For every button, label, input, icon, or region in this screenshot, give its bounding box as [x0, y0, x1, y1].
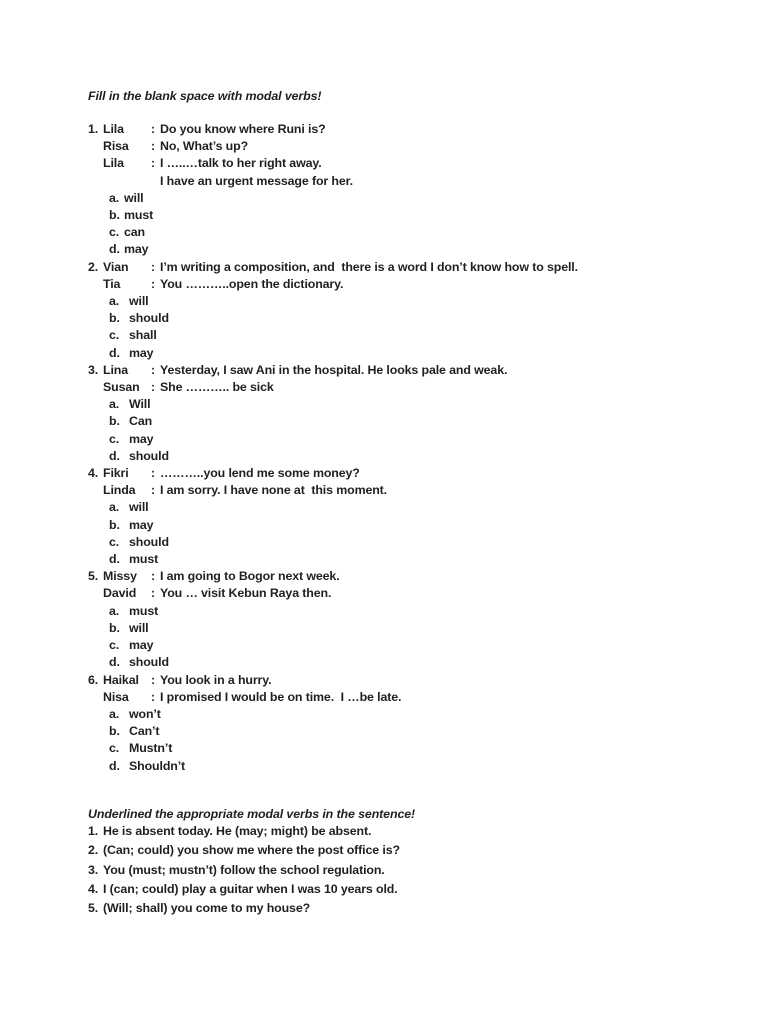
option-text: Mustn’t: [129, 741, 173, 756]
sentence-text: (Can; could) you show me where the post office is?: [103, 843, 400, 858]
option-item[interactable]: [88, 396, 688, 413]
option-letter: a.: [109, 706, 120, 721]
option-item[interactable]: [88, 534, 688, 551]
utterance-text: I’m writing a composition, and there is a word I don’t know how to spell.: [160, 259, 578, 274]
option-letter: b.: [109, 208, 120, 223]
colon-separator: :: [151, 689, 156, 704]
option-item[interactable]: [88, 190, 688, 207]
question-3: [88, 362, 688, 465]
option-text: can: [124, 225, 145, 240]
speaker-name: Missy: [103, 569, 137, 584]
utterance-text: I …..…talk to her right away.: [160, 156, 322, 171]
question-4: [88, 465, 688, 568]
speaker-name: Lina: [103, 362, 128, 377]
option-item[interactable]: [88, 723, 688, 740]
option-item[interactable]: [88, 310, 688, 327]
option-list: [88, 706, 688, 775]
option-text: may: [124, 242, 149, 257]
dialogue-line: [88, 672, 688, 689]
speaker-name: Linda: [103, 483, 136, 498]
option-text: Can: [129, 414, 153, 429]
dialogue-line: [88, 121, 688, 138]
colon-separator: :: [151, 362, 156, 377]
option-letter: a.: [109, 500, 120, 515]
option-text: may: [129, 431, 154, 446]
speaker-name: Lila: [103, 122, 124, 136]
option-letter: d.: [109, 448, 120, 463]
sentence-number: 1.: [88, 823, 99, 838]
option-item[interactable]: [88, 740, 688, 757]
option-item[interactable]: [88, 207, 688, 224]
utterance-text: She ……….. be sick: [160, 380, 274, 395]
option-letter: b.: [109, 620, 120, 635]
option-letter: d.: [109, 552, 120, 567]
question-2: [88, 259, 688, 362]
sentence-text: He is absent today. He (may; might) be absent.: [103, 823, 372, 838]
section-1-heading: Fill in the blank space with modal verbs!: [88, 89, 322, 103]
utterance-continuation: I have an urgent message for her.: [160, 173, 353, 188]
dialogue-line: [88, 585, 688, 602]
option-item[interactable]: [88, 241, 688, 258]
option-list: [88, 499, 688, 568]
option-item[interactable]: [88, 224, 688, 241]
option-item[interactable]: [88, 413, 688, 430]
option-item[interactable]: [88, 293, 688, 310]
option-item[interactable]: [88, 431, 688, 448]
option-text: Can’t: [129, 724, 160, 739]
utterance-text: I am sorry. I have none at this moment.: [160, 483, 388, 498]
option-text: must: [129, 552, 159, 567]
sentence-text: You (must; mustn’t) follow the school regulation.: [103, 862, 385, 877]
question-1: [88, 121, 688, 259]
colon-separator: :: [151, 122, 156, 136]
utterance-text: You look in a hurry.: [160, 672, 272, 687]
colon-separator: :: [151, 139, 156, 154]
utterance-text: Yesterday, I saw Ani in the hospital. He looks pale and weak.: [160, 362, 508, 377]
option-text: will: [129, 620, 149, 635]
option-letter: c.: [109, 225, 120, 240]
colon-separator: :: [151, 672, 156, 687]
option-letter: c.: [109, 741, 120, 756]
colon-separator: :: [151, 466, 156, 481]
option-letter: d.: [109, 655, 120, 670]
speaker-name: Vian: [103, 259, 129, 274]
colon-separator: :: [151, 259, 156, 274]
utterance-text: Do you know where Runi is?: [160, 122, 326, 136]
sentence-item[interactable]: [88, 822, 688, 841]
colon-separator: :: [151, 276, 156, 291]
dialogue-line: [88, 465, 688, 482]
speaker-name: Nisa: [103, 689, 129, 704]
colon-separator: :: [151, 586, 156, 601]
option-letter: c.: [109, 534, 120, 549]
option-item[interactable]: [88, 499, 688, 516]
worksheet-content: [88, 88, 688, 919]
dialogue-line: [88, 689, 688, 706]
option-text: must: [124, 208, 154, 223]
dialogue-line: [88, 259, 688, 276]
question-number: 4.: [88, 466, 99, 481]
option-letter: c.: [109, 431, 120, 446]
colon-separator: :: [151, 156, 156, 171]
option-text: will: [129, 500, 149, 515]
option-text: will: [124, 190, 144, 205]
sentence-list: [88, 822, 688, 919]
utterance-text: You ………..open the dictionary.: [160, 276, 344, 291]
option-item[interactable]: [88, 654, 688, 671]
sentence-item[interactable]: [88, 861, 688, 880]
sentence-number: 4.: [88, 881, 99, 896]
utterance-text: I am going to Bogor next week.: [160, 569, 340, 584]
dialogue-line: [88, 155, 688, 172]
option-letter: c.: [109, 328, 120, 343]
question-6: [88, 672, 688, 775]
option-item[interactable]: [88, 551, 688, 568]
section-divider-space: [88, 775, 688, 806]
dialogue-line: [88, 568, 688, 585]
sentence-item[interactable]: [88, 841, 688, 860]
option-letter: d.: [109, 242, 120, 257]
option-text: may: [129, 638, 154, 653]
option-text: should: [129, 448, 169, 463]
utterance-text: No, What’s up?: [160, 139, 249, 154]
option-letter: c.: [109, 638, 120, 653]
option-letter: b.: [109, 517, 120, 532]
question-5: [88, 568, 688, 671]
option-letter: a.: [109, 397, 120, 412]
utterance-text: I promised I would be on time. I …be late.: [160, 689, 402, 704]
option-text: should: [129, 655, 169, 670]
option-letter: d.: [109, 345, 120, 360]
speaker-name: Tia: [103, 276, 121, 291]
speaker-name: Lila: [103, 156, 124, 171]
sentence-item[interactable]: [88, 899, 688, 918]
sentence-number: 5.: [88, 901, 99, 916]
option-text: shall: [129, 328, 157, 343]
dialogue-line: [88, 379, 688, 396]
speaker-name: Haikal: [103, 672, 139, 687]
option-item[interactable]: [88, 345, 688, 362]
colon-separator: :: [151, 569, 156, 584]
option-text: will: [129, 294, 149, 309]
question-number: 6.: [88, 672, 99, 687]
utterance-text: ………..you lend me some money?: [160, 466, 360, 481]
option-item[interactable]: [88, 448, 688, 465]
colon-separator: :: [151, 483, 156, 498]
option-item[interactable]: [88, 603, 688, 620]
speaker-name: Fikri: [103, 466, 129, 481]
option-text: may: [129, 517, 154, 532]
option-letter: a.: [109, 603, 120, 618]
option-letter: a.: [109, 294, 120, 309]
option-text: won’t: [129, 706, 161, 721]
option-list: [88, 603, 688, 672]
option-letter: d.: [109, 758, 120, 773]
option-text: should: [129, 311, 169, 326]
sentence-number: 2.: [88, 843, 99, 858]
option-list: [88, 396, 688, 465]
option-text: Shouldn’t: [129, 758, 186, 773]
sentence-item[interactable]: [88, 880, 688, 899]
dialogue-line: [88, 482, 688, 499]
speaker-name: Risa: [103, 139, 129, 154]
option-item[interactable]: [88, 517, 688, 534]
question-number: 2.: [88, 259, 99, 274]
dialogue-line: [88, 362, 688, 379]
sentence-text: I (can; could) play a guitar when I was 10 years old.: [103, 881, 398, 896]
option-letter: b.: [109, 724, 120, 739]
question-number: 3.: [88, 362, 99, 377]
option-letter: b.: [109, 311, 120, 326]
section-2-heading: Underlined the appropriate modal verbs in the sentence!: [88, 806, 416, 821]
speaker-name: Susan: [103, 380, 140, 395]
option-item[interactable]: [88, 758, 688, 775]
utterance-text: You … visit Kebun Raya then.: [160, 586, 332, 601]
sentence-number: 3.: [88, 862, 99, 877]
colon-separator: :: [151, 380, 156, 395]
option-text: must: [129, 603, 159, 618]
option-list: [88, 293, 688, 362]
option-letter: a.: [109, 190, 120, 205]
option-item[interactable]: [88, 327, 688, 344]
option-item[interactable]: [88, 620, 688, 637]
option-letter: b.: [109, 414, 120, 429]
option-text: may: [129, 345, 154, 360]
dialogue-line: [88, 138, 688, 155]
question-number: 5.: [88, 569, 99, 584]
dialogue-line: [88, 276, 688, 293]
sentence-text: (Will; shall) you come to my house?: [103, 901, 311, 916]
option-list: [88, 190, 688, 259]
option-item[interactable]: [88, 706, 688, 723]
option-text: should: [129, 534, 169, 549]
question-number: 1.: [88, 122, 99, 136]
option-item[interactable]: [88, 637, 688, 654]
speaker-name: David: [103, 586, 137, 601]
option-text: Will: [129, 397, 151, 412]
